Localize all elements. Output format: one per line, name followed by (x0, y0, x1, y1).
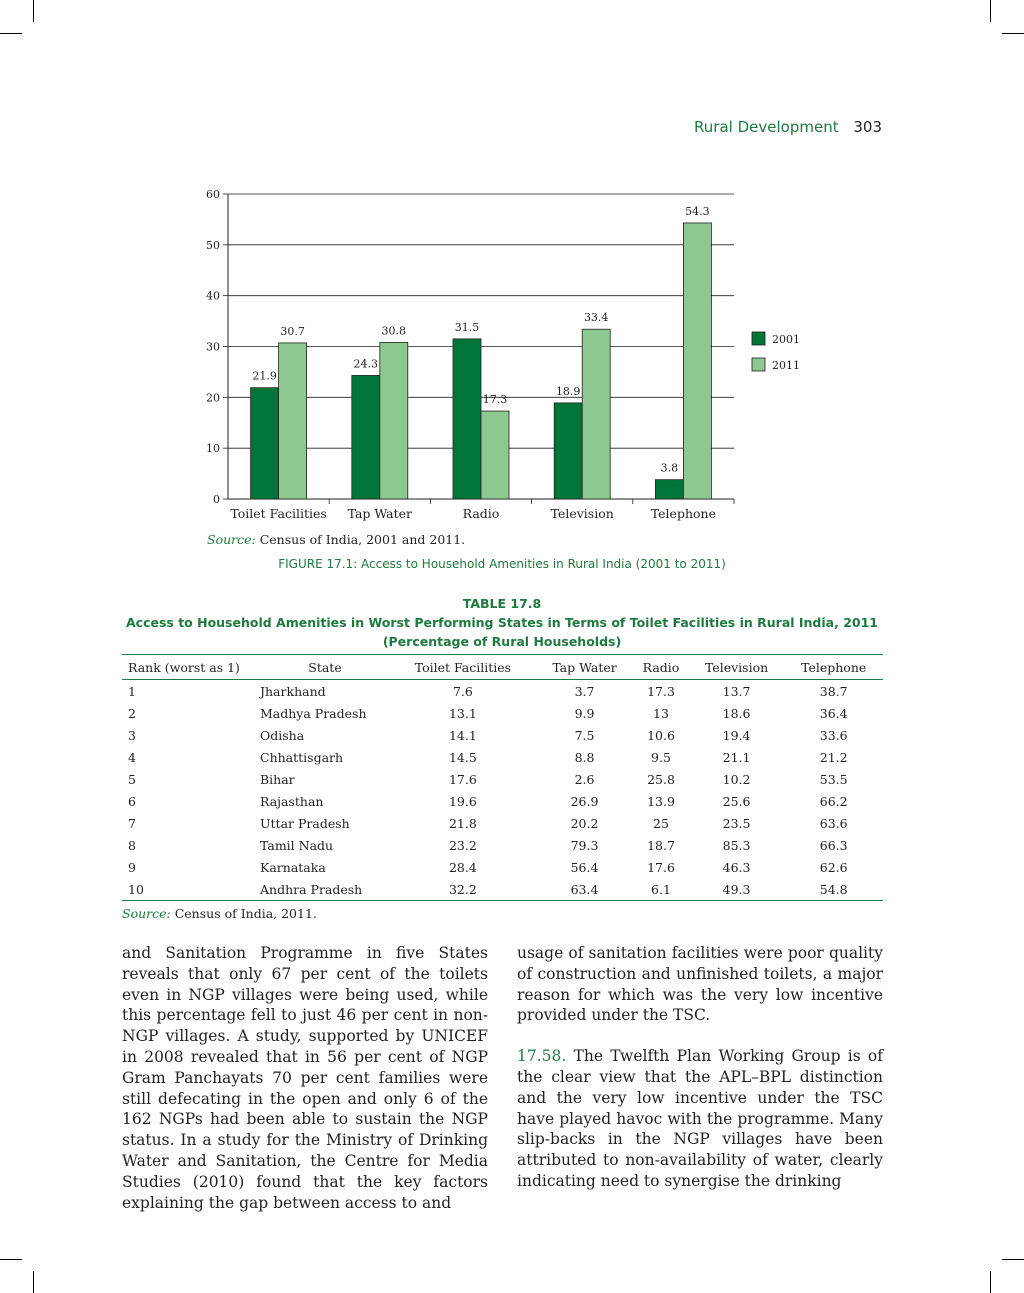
bar-2011 (683, 223, 711, 499)
table-cell: 33.6 (819, 727, 848, 743)
table-cell: 7 (128, 815, 136, 831)
table-cell: Chhattisgarh (260, 749, 344, 765)
bar-2001 (453, 339, 481, 499)
bar-2011 (481, 411, 509, 499)
table-cell: 21.8 (448, 815, 477, 831)
table-cell: 38.7 (819, 683, 848, 699)
table-cell: 85.3 (722, 837, 751, 853)
table-heading (0, 594, 1004, 651)
bar-2001 (655, 480, 683, 499)
legend-swatch-2001 (752, 332, 765, 345)
table-cell: 10.2 (722, 771, 751, 787)
crop-mark (1002, 1259, 1024, 1260)
table-cell: 19.6 (448, 793, 477, 809)
table-cell: 26.9 (570, 793, 599, 809)
table-cell: 2 (128, 705, 136, 721)
source-label: Source: (122, 906, 171, 921)
table-cell: 8.8 (574, 749, 595, 765)
table-cell: 3 (128, 727, 136, 743)
table-cell: 66.2 (819, 793, 848, 809)
table-cell: Andhra Pradesh (260, 878, 390, 901)
table-cell: Rajasthan (260, 793, 324, 809)
table-cell: 20.2 (570, 815, 599, 831)
data-label: 54.3 (685, 204, 710, 218)
table-cell: 17.6 (647, 859, 675, 875)
table-cell: 23.5 (722, 815, 751, 831)
table-cell: 21.2 (819, 749, 848, 765)
data-label: 3.8 (660, 461, 679, 475)
table-cell: 14.1 (448, 727, 477, 743)
table-cell: 2.6 (574, 771, 595, 787)
column-header: Toilet Facilities (390, 655, 536, 680)
table-row (122, 680, 883, 703)
y-tick-label: 50 (206, 238, 220, 252)
table-cell: 6 (128, 793, 136, 809)
bar-2011 (279, 343, 307, 499)
table-cell: 56.4 (570, 859, 599, 875)
bar-2001 (554, 403, 582, 499)
data-label: 21.9 (252, 369, 277, 383)
crop-mark (0, 33, 22, 34)
bar-2011 (380, 342, 408, 499)
table-cell: 5 (128, 771, 136, 787)
table-row (122, 856, 883, 878)
table-cell: 62.6 (819, 859, 848, 875)
table-cell: Bihar (260, 771, 295, 787)
table-cell: 21.1 (722, 749, 751, 765)
source-text: Census of India, 2011. (174, 906, 317, 921)
column-header: State (260, 655, 390, 680)
table-row (122, 746, 883, 768)
x-category-label: Television (550, 506, 614, 521)
data-label: 17.3 (482, 393, 508, 407)
figure-caption: FIGURE 17.1: Access to Household Amenities in Rural India (2001 to 2011) (278, 557, 726, 571)
table-body (122, 680, 883, 901)
y-tick-label: 20 (206, 391, 220, 405)
table-cell: 10.6 (647, 727, 675, 743)
table-source (122, 906, 317, 921)
crop-mark (33, 0, 34, 22)
table-cell: 13.9 (647, 793, 675, 809)
table-cell: 13 (653, 705, 669, 721)
data-label: 30.7 (280, 324, 305, 338)
table-cell: 8 (128, 837, 136, 853)
column-header: Television (689, 655, 785, 680)
amenities-table (122, 654, 883, 901)
table-cell: 79.3 (570, 837, 599, 853)
figure-source (207, 532, 465, 547)
legend-label: 2001 (772, 333, 800, 346)
source-text: Census of India, 2001 and 2011. (259, 532, 466, 547)
table-cell: 28.4 (448, 859, 477, 875)
table-cell: 17.6 (448, 771, 477, 787)
bar-chart (190, 180, 830, 525)
paragraph-text: The Twelfth Plan Working Group is of the clear view that the APL–BPL distinction and the very low incentive under the TSC have played havoc with the programme. Many slip-backs in the NGP villages have been attributed to non-availability of water, clearly indicating need to synergise the drinking (517, 1047, 883, 1190)
table-cell: 4 (128, 749, 136, 765)
y-tick-label: 0 (213, 493, 220, 506)
table-cell: 9.9 (574, 705, 595, 721)
table-cell: 1 (128, 683, 136, 699)
crop-mark (33, 1271, 34, 1293)
column-header: Rank (worst as 1) (122, 655, 260, 680)
crop-mark (990, 0, 991, 22)
y-tick-label: 40 (206, 289, 220, 303)
table-cell: Odisha (260, 727, 305, 743)
x-category-label: Telephone (650, 506, 716, 521)
table-row (122, 878, 883, 901)
column-header: Radio (633, 655, 689, 680)
table-cell: 36.4 (819, 705, 848, 721)
source-label: Source: (207, 532, 256, 547)
table-cell: Madhya Pradesh (260, 705, 367, 721)
table-cell: 25.8 (647, 771, 675, 787)
table-number: TABLE 17.8 (462, 596, 542, 611)
bar-2011 (582, 329, 610, 499)
table-cell: 53.5 (819, 771, 848, 787)
table-cell: Tamil Nadu (260, 837, 334, 853)
table-cell: 46.3 (722, 859, 751, 875)
table-subtitle: (Percentage of Rural Households) (382, 634, 622, 649)
table-cell: 19.4 (722, 727, 751, 743)
column-header: Tap Water (536, 655, 633, 680)
table-cell: 7.5 (574, 727, 595, 743)
table-cell: 7.6 (452, 683, 473, 699)
table-header-row (122, 655, 883, 680)
legend-label: 2011 (772, 359, 800, 372)
table-cell: Karnataka (260, 859, 326, 875)
table-row (122, 790, 883, 812)
section-title: Rural Development (694, 118, 839, 136)
table-row (122, 834, 883, 856)
body-right-column (517, 943, 883, 1192)
table-cell: 13.1 (448, 705, 477, 721)
table-cell: 6.1 (633, 878, 689, 901)
column-header: Telephone (784, 655, 883, 680)
table-cell: 25.6 (722, 793, 751, 809)
x-category-label: Toilet Facilities (230, 506, 327, 521)
body-paragraph (517, 1046, 883, 1192)
y-tick-label: 10 (206, 442, 220, 456)
data-label: 31.5 (454, 320, 480, 334)
x-category-label: Radio (462, 506, 500, 521)
table-cell: 14.5 (448, 749, 477, 765)
table-cell: 13.7 (722, 683, 751, 699)
crop-mark (1002, 33, 1024, 34)
table-row (122, 812, 883, 834)
table-cell: 32.2 (390, 878, 536, 901)
body-left-column: and Sanitation Programme in five States reveals that only 67 per cent of the toilets even in NGP villages were being used, while this percentage fell to just 46 per cent in non-NGP villages. A study, supported by UNICEF in 2008 revealed that in 56 per cent of NGP Gram Panchayats 70 per cent families were still defecating in the open and only 6 of the 162 NGPs had been able to sustain the NGP status. In a study for the Ministry of Drinking Water and Sanitation, the Centre for Media Studies (2010) found that the key factors explaining the gap between access to and (122, 944, 488, 1212)
table-cell: 23.2 (448, 837, 477, 853)
table-cell: 9.5 (651, 749, 671, 765)
table-cell: 9 (128, 859, 136, 875)
table-cell: Uttar Pradesh (260, 815, 350, 831)
table-cell: 25 (653, 815, 669, 831)
x-category-label: Tap Water (347, 506, 413, 521)
data-label: 18.9 (555, 384, 581, 398)
y-tick-label: 30 (206, 340, 220, 354)
table-cell: 18.7 (647, 837, 675, 853)
table-title: Access to Household Amenities in Worst Performing States in Terms of Toilet Facilities in Rural India, 2011 (125, 615, 878, 630)
table-cell: 63.6 (819, 815, 848, 831)
table-cell: 63.4 (536, 878, 633, 901)
running-header (694, 118, 882, 136)
table-cell: 54.8 (784, 878, 883, 901)
table-cell: 18.6 (722, 705, 751, 721)
crop-mark (0, 1259, 22, 1260)
bar-2001 (251, 388, 279, 499)
data-label: 30.8 (381, 324, 407, 338)
body-paragraph: usage of sanitation facilities were poor quality of construction and unfinished toilets, a major reason for which was the very low incentive provided under the TSC. (517, 944, 883, 1025)
legend-swatch-2011 (752, 358, 765, 371)
table-cell: 66.3 (819, 837, 848, 853)
bar-2001 (352, 375, 380, 499)
data-label: 33.4 (583, 311, 609, 325)
crop-mark (990, 1271, 991, 1293)
table-cell: 10 (122, 878, 260, 901)
table-row (122, 768, 883, 790)
table-cell: Jharkhand (260, 683, 326, 699)
data-label: 24.3 (353, 357, 379, 371)
table-row (122, 702, 883, 724)
paragraph-number: 17.58. (517, 1047, 567, 1066)
page-number: 303 (853, 118, 882, 136)
y-tick-label: 60 (206, 188, 220, 201)
table-cell: 49.3 (689, 878, 785, 901)
table-cell: 17.3 (647, 683, 675, 699)
table-cell: 3.7 (574, 683, 595, 699)
table-row (122, 724, 883, 746)
